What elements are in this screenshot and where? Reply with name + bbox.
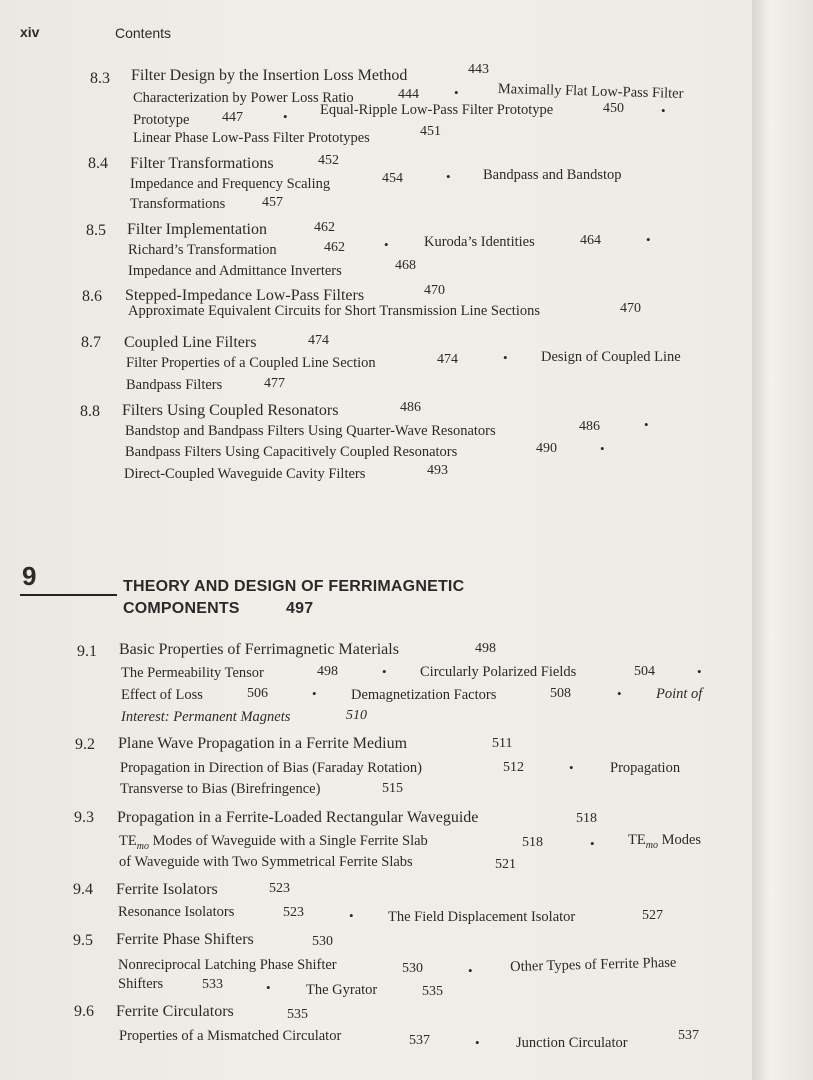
page-ref: 464 (580, 233, 601, 248)
section-number: 9.5 (73, 932, 93, 949)
bullet-separator: • (503, 350, 508, 365)
section-number: 8.5 (86, 222, 106, 239)
subsection-text: Resonance Isolators (118, 904, 235, 920)
chapter-rule (20, 594, 117, 596)
page-ref: 523 (269, 881, 290, 896)
section-number: 8.6 (82, 288, 102, 305)
bullet-separator: • (569, 760, 574, 775)
page-ref: 530 (312, 934, 333, 949)
page-ref: 537 (409, 1033, 430, 1048)
page-ref: 533 (202, 977, 223, 992)
subsection-text: Demagnetization Factors (351, 687, 497, 703)
page-ref: 447 (222, 110, 243, 125)
page-ref: 498 (475, 641, 496, 656)
page-ref: 450 (603, 101, 624, 116)
chapter-title: THEORY AND DESIGN OF FERRIMAGNETIC (123, 578, 465, 595)
bullet-separator: • (600, 441, 605, 456)
section-title: Stepped-Impedance Low-Pass Filters (125, 287, 365, 304)
section-title: Coupled Line Filters (124, 334, 257, 351)
subsection-text: Linear Phase Low-Pass Filter Prototypes (133, 130, 370, 146)
subsection-text: Bandpass Filters (126, 377, 223, 393)
subsection-text: Impedance and Frequency Scaling (130, 176, 331, 192)
subsection-text: Shifters (118, 976, 164, 992)
subsection-text: Richard’s Transformation (128, 242, 277, 258)
bullet-separator: • (382, 664, 387, 679)
subsection-text: $TE_{mo}$ Modes (628, 832, 702, 851)
subsection-text: Filter Properties of a Coupled Line Section (126, 355, 376, 371)
section-number: 8.4 (88, 155, 108, 172)
bullet-separator: • (312, 686, 317, 701)
subsection-text: Bandpass and Bandstop (483, 167, 622, 183)
page-ref: 462 (314, 220, 335, 235)
page-ref: 477 (264, 376, 285, 391)
page-ref: 468 (395, 258, 416, 273)
section-title: Filter Design by the Insertion Loss Method (131, 67, 408, 84)
subsection-text: Design of Coupled Line (541, 349, 681, 365)
page-ref: 518 (522, 835, 543, 850)
section-number: 9.4 (73, 881, 93, 898)
section-title: Ferrite Circulators (116, 1003, 234, 1020)
page-ref: 474 (308, 333, 329, 348)
page-ref: 457 (262, 195, 283, 210)
page-ref: 518 (576, 811, 597, 826)
page-ref: 454 (382, 171, 403, 186)
section-number: 8.3 (90, 70, 110, 87)
subsection-text: Characterization by Power Loss Ratio (133, 90, 354, 106)
subsection-text: The Gyrator (306, 982, 378, 998)
bullet-separator: • (283, 109, 288, 124)
page-ref: 443 (468, 62, 489, 77)
subsection-text: Point of (656, 686, 703, 702)
section-title: Basic Properties of Ferrimagnetic Materials (119, 641, 399, 658)
book-gutter (752, 0, 813, 1080)
bullet-separator: • (646, 232, 651, 247)
page-ref: 486 (400, 400, 421, 415)
bullet-separator: • (697, 664, 702, 679)
section-number: 9.6 (74, 1003, 94, 1020)
subsection-text: Transverse to Bias (Birefringence) (120, 781, 321, 797)
subsection-text: Properties of a Mismatched Circulator (119, 1028, 342, 1044)
page-ref: 452 (318, 153, 339, 168)
bullet-separator: • (446, 169, 451, 184)
subsection-text: Direct-Coupled Waveguide Cavity Filters (124, 466, 366, 482)
subsection-text: Effect of Loss (121, 687, 203, 703)
section-title: Ferrite Phase Shifters (116, 931, 254, 948)
subsection-text: Junction Circulator (516, 1035, 628, 1051)
page-ref: 490 (536, 441, 557, 456)
page-ref: 515 (382, 781, 403, 796)
subsection-text: Other Types of Ferrite Phase (509, 954, 677, 975)
section-number: 8.8 (80, 403, 100, 420)
section-title: Propagation in a Ferrite-Loaded Rectangular Waveguide (117, 809, 479, 826)
page-ref: 523 (283, 905, 304, 920)
section-number: 9.1 (77, 643, 97, 660)
page-ref: 462 (324, 240, 345, 255)
subsection-text: Propagation (610, 760, 681, 776)
page-ref: 474 (437, 352, 458, 367)
running-header: Contents (115, 25, 172, 41)
subsection-text: The Permeability Tensor (121, 665, 264, 681)
subsection-text: The Field Displacement Isolator (388, 909, 576, 925)
page-ref: 470 (620, 301, 641, 316)
page-ref: 504 (634, 664, 655, 679)
subsection-text: Approximate Equivalent Circuits for Short Transmission Line Sections (128, 303, 541, 319)
page-ref: 535 (287, 1007, 308, 1022)
bullet-separator: • (475, 1035, 480, 1050)
subsection-text: Nonreciprocal Latching Phase Shifter (118, 957, 337, 973)
subsection-text: Kuroda’s Identities (424, 234, 535, 250)
subsection-text: of Waveguide with Two Symmetrical Ferrite Slabs (119, 854, 413, 870)
subsection-text: Transformations (130, 196, 226, 212)
section-number: 9.2 (75, 736, 95, 753)
page-ref: 508 (550, 686, 571, 701)
bullet-separator: • (349, 908, 354, 923)
section-title: Plane Wave Propagation in a Ferrite Medium (118, 735, 408, 752)
page-ref: 535 (422, 984, 443, 999)
page-ref: 451 (420, 124, 441, 139)
chapter-page: 497 (286, 600, 314, 617)
page-ref: 512 (503, 760, 524, 775)
subsection-text: Prototype (133, 112, 190, 128)
section-number: 8.7 (81, 334, 101, 351)
page-ref: 511 (492, 736, 513, 751)
page-ref: 527 (642, 908, 663, 923)
bullet-separator: • (590, 836, 595, 851)
subsection-text: Maximally Flat Low-Pass Filter (497, 81, 684, 102)
bullet-separator: • (617, 686, 622, 701)
section-title: Filter Implementation (127, 221, 267, 238)
page-number-roman: xiv (20, 24, 40, 40)
subsection-text: Impedance and Admittance Inverters (128, 263, 342, 279)
page-ref: 470 (424, 283, 445, 298)
section-title: Filters Using Coupled Resonators (122, 402, 339, 419)
section-title: Filter Transformations (130, 155, 274, 172)
page-ref: 521 (495, 857, 516, 872)
bullet-separator: • (644, 417, 649, 432)
page-ref: 506 (247, 686, 268, 701)
page-ref: 493 (427, 463, 448, 478)
chapter-title: COMPONENTS (123, 600, 240, 617)
bullet-separator: • (468, 963, 473, 978)
page-ref: 530 (402, 961, 423, 976)
page-ref: 537 (678, 1028, 699, 1043)
bullet-separator: • (266, 980, 271, 995)
subsection-text: Interest: Permanent Magnets (121, 709, 291, 725)
bullet-separator: • (384, 237, 389, 252)
subsection-text: Bandstop and Bandpass Filters Using Quarter-Wave Resonators (125, 423, 496, 439)
page-ref: 486 (579, 419, 600, 434)
page-ref: 510 (346, 708, 367, 723)
section-title: Ferrite Isolators (116, 881, 218, 898)
bullet-separator: • (661, 103, 666, 118)
subsection-text: Propagation in Direction of Bias (Faraday Rotation) (120, 760, 423, 776)
subsection-text: Equal-Ripple Low-Pass Filter Prototype (320, 102, 554, 118)
subsection-text: $TE_{mo}$ Modes of Waveguide with a Single Ferrite Slab (119, 833, 428, 852)
section-number: 9.3 (74, 809, 94, 826)
page-ref: 498 (317, 664, 338, 679)
chapter-number: 9 (22, 561, 37, 591)
subsection-text: Bandpass Filters Using Capacitively Coupled Resonators (125, 444, 458, 460)
page-ref: 444 (398, 87, 419, 102)
bullet-separator: • (454, 85, 459, 100)
subsection-text: Circularly Polarized Fields (420, 664, 577, 680)
